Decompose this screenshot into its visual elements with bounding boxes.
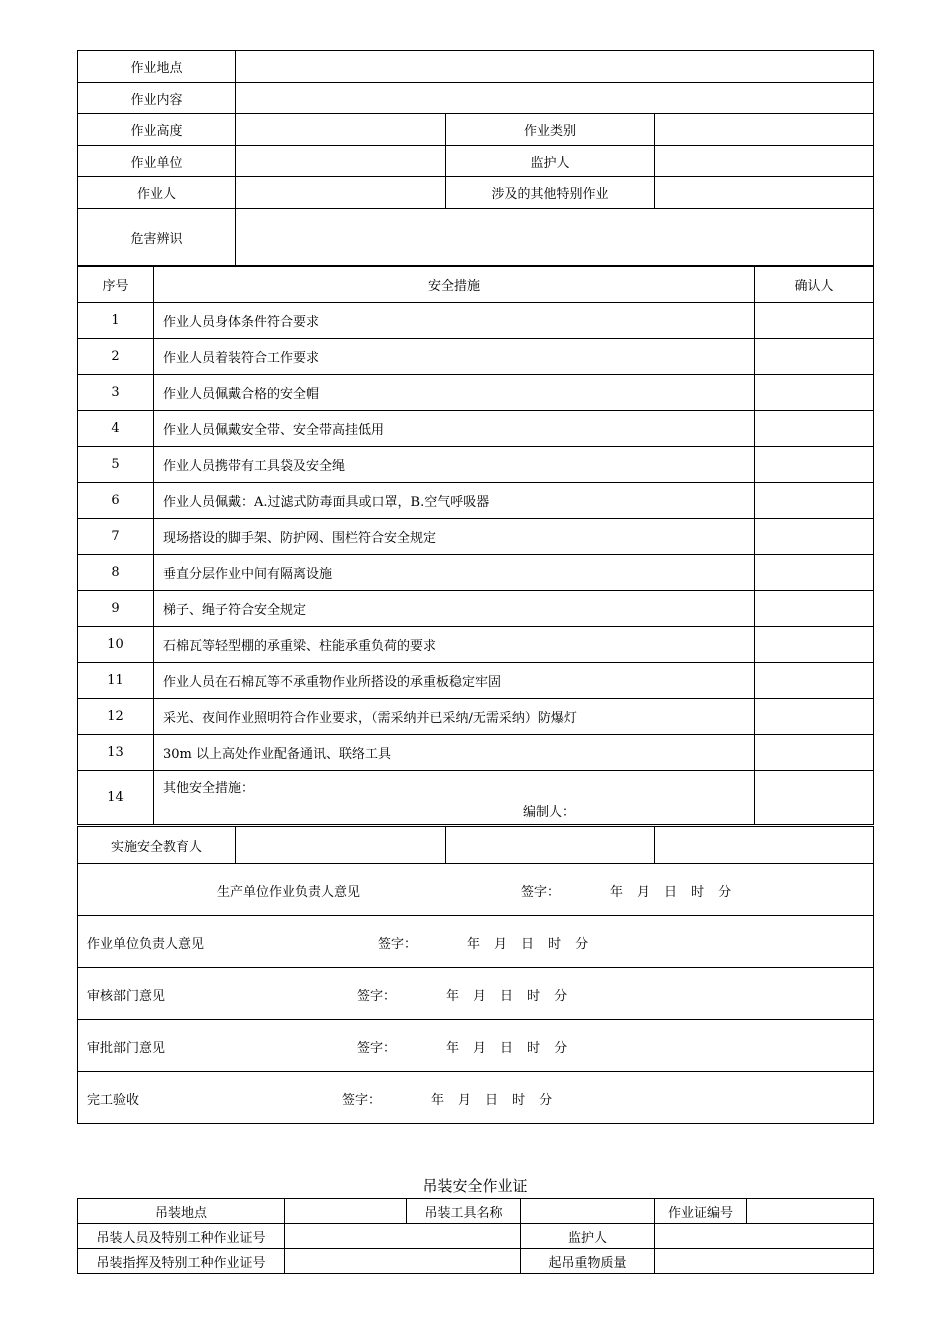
measure-row xyxy=(78,591,874,627)
measure-text: 作业人员身体条件符合要求 xyxy=(154,303,755,339)
confirm-field[interactable] xyxy=(755,375,874,411)
measure-no: 10 xyxy=(78,627,154,663)
measure-no: 6 xyxy=(78,483,154,519)
measure-text: 作业人员佩戴安全带、安全带高挂低用 xyxy=(154,411,755,447)
measure-text: 现场搭设的脚手架、防护网、围栏符合安全规定 xyxy=(154,519,755,555)
month-label: 月 xyxy=(494,937,508,952)
other-measures-label: 其他安全措施： xyxy=(163,781,255,796)
hour-label: 时 xyxy=(548,937,562,952)
lifting-commander-field[interactable] xyxy=(285,1249,521,1274)
educator-field-3[interactable] xyxy=(655,827,874,864)
measure-no: 13 xyxy=(78,735,154,771)
worker-label: 作业人 xyxy=(78,177,236,209)
measure-text: 作业人员着装符合工作要求 xyxy=(154,339,755,375)
production-opinion-label: 生产单位作业负责人意见 xyxy=(217,885,361,900)
production-opinion-row[interactable] xyxy=(78,864,874,916)
measure-no: 2 xyxy=(78,339,154,375)
measure-no: 7 xyxy=(78,519,154,555)
measure-row xyxy=(78,555,874,591)
measure-row xyxy=(78,735,874,771)
unit-opinion-label: 作业单位负责人意见 xyxy=(87,937,205,952)
confirm-field[interactable] xyxy=(755,519,874,555)
measure-no: 8 xyxy=(78,555,154,591)
approve-opinion-label: 审批部门意见 xyxy=(87,1041,166,1056)
lifting-weight-field[interactable] xyxy=(655,1249,874,1274)
measure-text: 作业人员携带有工具袋及安全绳 xyxy=(154,447,755,483)
measure-text: 30m 以上高处作业配备通讯、联络工具 xyxy=(154,735,755,771)
unit-field[interactable] xyxy=(236,146,446,177)
month-label: 月 xyxy=(458,1093,472,1108)
minute-label: 分 xyxy=(575,937,589,952)
measure-row xyxy=(78,699,874,735)
other-special-label: 涉及的其他特别作业 xyxy=(446,177,655,209)
minute-label: 分 xyxy=(718,885,732,900)
measure-row xyxy=(78,483,874,519)
supervisor-field[interactable] xyxy=(655,146,874,177)
col-no-header: 序号 xyxy=(78,267,154,303)
confirm-field[interactable] xyxy=(755,699,874,735)
confirm-field[interactable] xyxy=(755,591,874,627)
year-label: 年 xyxy=(610,885,624,900)
measure-no: 5 xyxy=(78,447,154,483)
approval-table xyxy=(77,826,874,1124)
sign-label: 签字： xyxy=(521,885,561,900)
measure-row xyxy=(78,411,874,447)
other-measures-cell[interactable] xyxy=(154,771,755,825)
location-field[interactable] xyxy=(236,51,874,83)
category-label: 作业类别 xyxy=(446,114,655,146)
height-field[interactable] xyxy=(236,114,446,146)
hour-label: 时 xyxy=(527,989,541,1004)
confirm-field[interactable] xyxy=(755,663,874,699)
confirm-field[interactable] xyxy=(755,339,874,375)
lifting-permit-table xyxy=(77,1198,874,1274)
lifting-permit-title: 吊装安全作业证 xyxy=(422,1177,528,1195)
minute-label: 分 xyxy=(554,989,568,1004)
year-label: 年 xyxy=(446,989,460,1004)
worker-field[interactable] xyxy=(236,177,446,209)
day-label: 日 xyxy=(500,989,514,1004)
sign-label: 签字： xyxy=(357,1041,397,1056)
day-label: 日 xyxy=(500,1041,514,1056)
day-label: 日 xyxy=(664,885,678,900)
other-special-field[interactable] xyxy=(655,177,874,209)
measure-no: 9 xyxy=(78,591,154,627)
lifting-supervisor-field[interactable] xyxy=(655,1224,874,1249)
lifting-tool-label: 吊装工具名称 xyxy=(407,1199,521,1224)
measure-text: 作业人员佩戴合格的安全帽 xyxy=(154,375,755,411)
confirm-field[interactable] xyxy=(755,483,874,519)
hour-label: 时 xyxy=(691,885,705,900)
safety-measures-table xyxy=(77,266,874,825)
day-label: 日 xyxy=(521,937,535,952)
completion-label: 完工验收 xyxy=(87,1093,140,1108)
month-label: 月 xyxy=(473,1041,487,1056)
measure-text: 作业人员佩戴：A.过滤式防毒面具或口罩，B.空气呼吸器 xyxy=(154,483,755,519)
confirm-field[interactable] xyxy=(755,627,874,663)
hazard-label: 危害辨识 xyxy=(78,209,236,266)
hour-label: 时 xyxy=(512,1093,526,1108)
confirm-field[interactable] xyxy=(755,447,874,483)
height-label: 作业高度 xyxy=(78,114,236,146)
hazard-field[interactable] xyxy=(236,209,874,266)
col-measure-header: 安全措施 xyxy=(154,267,755,303)
minute-label: 分 xyxy=(539,1093,553,1108)
measure-text: 作业人员在石棉瓦等不承重物作业所搭设的承重板稳定牢固 xyxy=(154,663,755,699)
unit-label: 作业单位 xyxy=(78,146,236,177)
confirm-field[interactable] xyxy=(755,411,874,447)
confirm-field[interactable] xyxy=(755,735,874,771)
measure-no: 14 xyxy=(78,771,154,825)
permit-no-label: 作业证编号 xyxy=(655,1199,747,1224)
measure-row xyxy=(78,627,874,663)
lifting-commander-label: 吊装指挥及特别工种作业证号 xyxy=(78,1249,285,1274)
measure-row-other xyxy=(78,771,874,825)
lifting-location-label: 吊装地点 xyxy=(78,1199,285,1224)
measure-text: 梯子、绳子符合安全规定 xyxy=(154,591,755,627)
measure-row xyxy=(78,339,874,375)
year-label: 年 xyxy=(467,937,481,952)
measure-no: 3 xyxy=(78,375,154,411)
measure-no: 11 xyxy=(78,663,154,699)
unit-opinion-row[interactable] xyxy=(78,916,874,968)
year-label: 年 xyxy=(431,1093,445,1108)
measure-text: 石棉瓦等轻型棚的承重梁、柱能承重负荷的要求 xyxy=(154,627,755,663)
year-label: 年 xyxy=(446,1041,460,1056)
permit-no-field[interactable] xyxy=(747,1199,874,1224)
sign-label: 签字： xyxy=(378,937,418,952)
educator-label: 实施安全教育人 xyxy=(78,827,236,864)
col-confirm-header: 确认人 xyxy=(755,267,874,303)
work-info-table xyxy=(77,50,874,266)
measure-no: 4 xyxy=(78,411,154,447)
day-label: 日 xyxy=(485,1093,499,1108)
minute-label: 分 xyxy=(554,1041,568,1056)
location-label: 作业地点 xyxy=(78,51,236,83)
editor-label: 编制人： xyxy=(523,805,576,820)
audit-opinion-row[interactable] xyxy=(78,968,874,1020)
educator-field-1[interactable] xyxy=(236,827,446,864)
measure-row xyxy=(78,447,874,483)
lifting-location-field[interactable] xyxy=(285,1199,407,1224)
approve-opinion-row[interactable] xyxy=(78,1020,874,1072)
measure-no: 12 xyxy=(78,699,154,735)
measure-row xyxy=(78,375,874,411)
measure-row xyxy=(78,663,874,699)
measure-no: 1 xyxy=(78,303,154,339)
lifting-supervisor-label: 监护人 xyxy=(521,1224,655,1249)
content-label: 作业内容 xyxy=(78,83,236,114)
audit-opinion-label: 审核部门意见 xyxy=(87,989,166,1004)
month-label: 月 xyxy=(637,885,651,900)
lifting-personnel-label: 吊装人员及特别工种作业证号 xyxy=(78,1224,285,1249)
measure-text: 采光、夜间作业照明符合作业要求，（需采纳并已采纳/无需采纳）防爆灯 xyxy=(154,699,755,735)
measure-row xyxy=(78,303,874,339)
category-field[interactable] xyxy=(655,114,874,146)
month-label: 月 xyxy=(473,989,487,1004)
measure-row xyxy=(78,519,874,555)
lifting-weight-label: 起吊重物质量 xyxy=(521,1249,655,1274)
completion-row[interactable] xyxy=(78,1072,874,1124)
content-field[interactable] xyxy=(236,83,874,114)
confirm-field[interactable] xyxy=(755,771,874,825)
lifting-personnel-field[interactable] xyxy=(285,1224,521,1249)
sign-label: 签字： xyxy=(342,1093,382,1108)
hour-label: 时 xyxy=(527,1041,541,1056)
educator-field-2[interactable] xyxy=(446,827,655,864)
measure-text: 垂直分层作业中间有隔离设施 xyxy=(154,555,755,591)
confirm-field[interactable] xyxy=(755,303,874,339)
confirm-field[interactable] xyxy=(755,555,874,591)
sign-label: 签字： xyxy=(357,989,397,1004)
lifting-tool-field[interactable] xyxy=(521,1199,655,1224)
supervisor-label: 监护人 xyxy=(446,146,655,177)
